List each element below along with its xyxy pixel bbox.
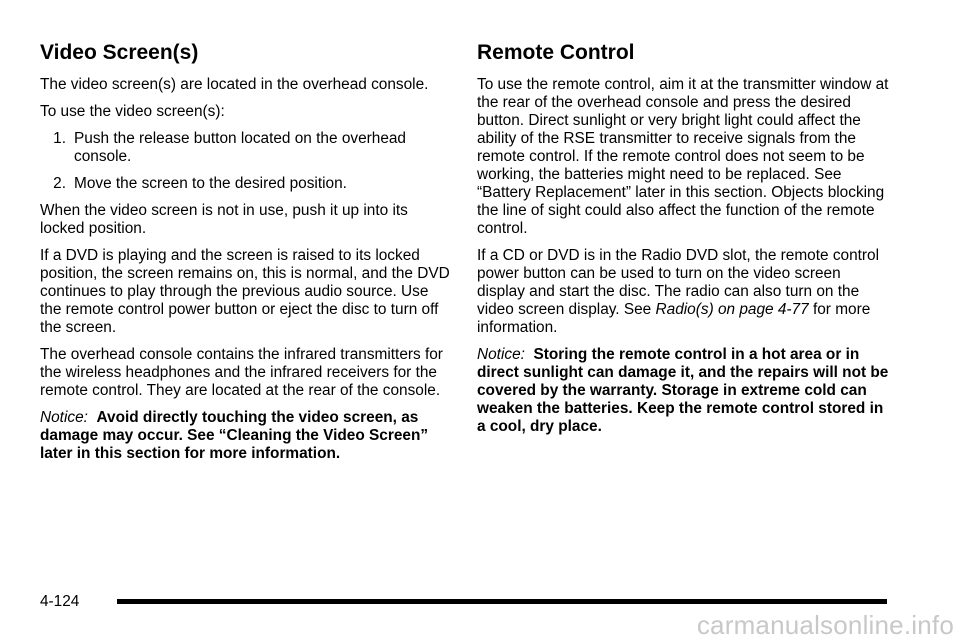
video-screen-use-intro: To use the video screen(s): — [40, 103, 225, 120]
right-column — [477, 40, 889, 445]
notice-label: Notice: — [477, 346, 525, 363]
video-screen-dvd-text: If a DVD is playing and the screen is raised to its locked position, the screen remains on, this is normal, and the DVD continues to play through the previous audio source. Use the remote control power button or eject the disc to turn off the screen. — [40, 247, 450, 336]
footer-rule — [117, 599, 887, 604]
video-screen-notice — [40, 409, 452, 463]
step-number: 2. — [53, 175, 66, 192]
step-text: Move the screen to the desired position. — [74, 175, 347, 192]
video-screen-locked-text: When the video screen is not in use, push it up into its locked position. — [40, 202, 408, 237]
video-screen-console-text: The overhead console contains the infrared transmitters for the wireless headphones and the infrared receivers for the remote control. They are located at the rear of the console. — [40, 346, 443, 399]
video-screen-heading: Video Screen(s) — [40, 41, 199, 64]
notice-text: Storing the remote control in a hot area or in direct sunlight can damage it, and the repairs will not be covered by the warranty. Storage in extreme cold can weaken the batteries. Keep the remote control stored in a cool, dry place. — [477, 346, 889, 435]
video-screen-steps — [40, 130, 452, 193]
notice-label: Notice: — [40, 409, 88, 426]
step-text: Push the release button located on the overhead console. — [74, 130, 406, 165]
left-column — [40, 40, 452, 472]
step-number: 1. — [53, 130, 66, 147]
remote-control-notice — [477, 346, 889, 436]
radio-page-reference[interactable]: Radio(s) on page 4-77 — [655, 301, 809, 318]
remote-control-dvd-text-start: If a CD or DVD is in the Radio DVD slot, the remote control power button can be used to turn on the video screen display and start the disc. The radio can also turn on the video screen display. See — [477, 247, 880, 318]
remote-control-heading: Remote Control — [477, 41, 635, 64]
list-item — [40, 130, 452, 166]
list-item — [40, 175, 452, 193]
watermark: carmanualsonline.info — [696, 610, 954, 640]
page-number: 4-124 — [40, 593, 80, 610]
remote-control-usage-text: To use the remote control, aim it at the transmitter window at the rear of the overhead console and press the desired button. Direct sunlight or very bright light could affect the ability of the RSE transmitter to receive signals from the remote control. If the remote control does not seem to be working, the batteries might need to be replaced. See “Battery Replacement” later in this section. Objects blocking the line of sight could also affect the function of the remote control. — [477, 76, 889, 237]
video-screen-intro: The video screen(s) are located in the overhead console. — [40, 76, 429, 93]
notice-text: Avoid directly touching the video screen, as damage may occur. See “Cleaning the Video Screen” later in this section for more information. — [40, 409, 429, 462]
remote-control-dvd-text — [477, 247, 889, 337]
remote-control-dvd-text-end: for more information. — [477, 301, 871, 336]
